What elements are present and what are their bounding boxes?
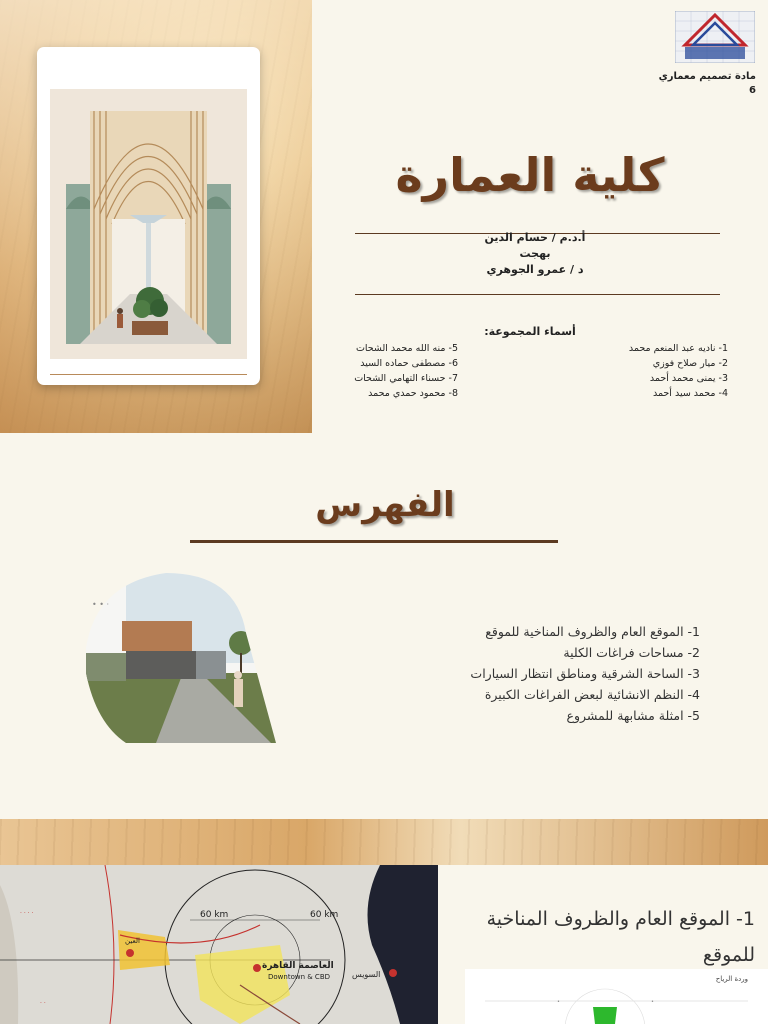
course-label <box>659 70 756 98</box>
member-item: 5- منه الله محمد الشحات <box>355 343 458 354</box>
index-item: 4- النظم الانشائية لبعض الفراغات الكبيرة <box>484 687 700 702</box>
index-item: 3- الساحة الشرقية ومناطق انتظار السيارات <box>470 666 700 681</box>
index-item: 5- امثلة مشابهة للمشروع <box>566 708 700 723</box>
course-name: مادة تصميم معماري <box>658 71 756 82</box>
architecture-render-card <box>37 47 260 385</box>
title-rule-bottom <box>355 294 720 295</box>
index-title-rule <box>190 540 558 543</box>
map-distance-1: 60 km <box>200 910 229 920</box>
members-list-right <box>629 341 728 401</box>
map-suez-label: السويس <box>352 970 381 979</box>
svg-text:· · · ·: · · · · <box>20 910 34 917</box>
map-city-sub: Downtown & CBD <box>268 973 331 981</box>
regional-map-image <box>0 865 438 1024</box>
cover-slide <box>0 0 768 433</box>
book-strip-background <box>0 819 768 865</box>
map-west-label: العين <box>125 937 140 945</box>
index-item: 2- مساحات فراغات الكلية <box>563 645 700 660</box>
index-title: الفهرس <box>315 485 455 525</box>
site-slide <box>0 819 768 1024</box>
supervisor-line-2: بهجت <box>519 247 551 260</box>
svg-text:•: • <box>651 999 654 1005</box>
wind-rose-label: وردة الرياح <box>715 975 748 983</box>
wind-rose-panel <box>465 969 768 1024</box>
members-list-left <box>354 341 458 401</box>
members-heading: أسماء المجموعة: <box>484 325 576 338</box>
site-section-title <box>415 901 755 973</box>
supervisors-block <box>350 230 720 278</box>
supervisor-line-3: د / عمرو الجوهري <box>486 263 584 276</box>
course-number: 6 <box>749 85 756 96</box>
member-item: 1- ناديه عبد المنعم محمد <box>628 343 728 354</box>
member-item: 8- محمود حمدي محمد <box>368 388 458 399</box>
card-divider-line <box>50 374 247 375</box>
university-logo <box>675 11 755 63</box>
map-distance-2: 60 km <box>310 910 339 920</box>
index-list <box>400 621 700 726</box>
interior-render-image <box>50 89 247 359</box>
index-item: 1- الموقع العام والظروف المناخية للموقع <box>485 624 700 639</box>
site-title-line-2: للموقع <box>702 944 755 966</box>
svg-text:•: • <box>557 999 560 1005</box>
member-item: 6- مصطفى حماده السيد <box>360 358 458 369</box>
site-title-line-1: 1- الموقع العام والظروف المناخية <box>486 908 755 930</box>
cover-title: كلية العمارة <box>395 148 665 202</box>
building-collage-image <box>86 573 276 743</box>
supervisor-line-1: أ.د.م / حسام الدين <box>484 231 586 244</box>
svg-text:• • ·: • • · <box>92 600 110 609</box>
member-item: 2- ميار صلاح فوزي <box>652 358 728 369</box>
member-item: 3- يمنى محمد أحمد <box>649 373 728 384</box>
member-item: 4- محمد سيد أحمد <box>652 388 728 399</box>
member-item: 7- حسناء التهامي الشحات <box>354 373 458 384</box>
svg-text:· ·: · · <box>40 1000 46 1007</box>
map-city-label: العاصمة القاهرة <box>262 961 334 971</box>
index-slide <box>0 433 768 819</box>
